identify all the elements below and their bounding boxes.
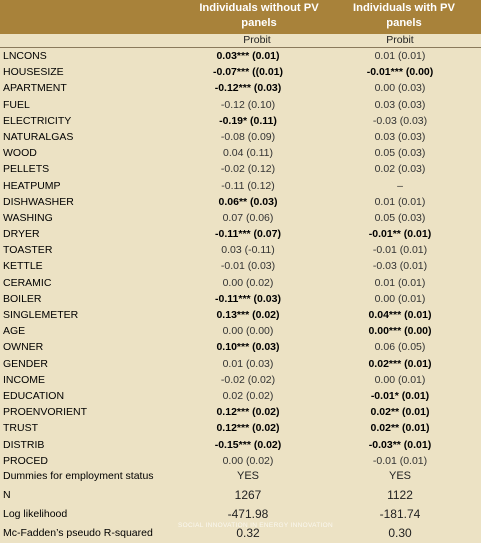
summary-value-without-pv: -471.98 <box>227 507 269 521</box>
coefficient-with-pv: -0.01** (0.01) <box>368 228 432 241</box>
coefficient-with-pv: 0.01 (0.01) <box>374 50 426 62</box>
variable-label: PELLETS <box>3 163 50 176</box>
coefficient-with-pv: -0.01 (0.01) <box>372 244 428 257</box>
summary-label: Log likelihood <box>3 508 68 520</box>
coefficient-with-pv: 0.02** (0.01) <box>370 422 430 435</box>
coefficient-without-pv: 0.03*** (0.01) <box>216 50 280 62</box>
coefficient-without-pv: 0.12*** (0.02) <box>216 406 280 419</box>
variable-label: TOASTER <box>3 244 53 257</box>
watermark: SOCIAL INNOVATION IN ENERGY INNOVATION <box>178 522 334 529</box>
coefficient-with-pv: 0.05 (0.03) <box>374 147 426 160</box>
variable-label: FUEL <box>3 98 30 111</box>
coefficient-without-pv: 0.04 (0.11) <box>222 147 273 160</box>
coefficient-with-pv: 0.04*** (0.01) <box>368 309 432 321</box>
summary-value-with-pv: 1122 <box>387 488 413 502</box>
variable-label: WASHING <box>3 211 53 224</box>
coefficient-without-pv: -0.07*** ((0.01) <box>212 66 284 79</box>
coefficient-without-pv: 0.13*** (0.02) <box>216 309 280 321</box>
table-row <box>0 437 481 453</box>
coefficient-without-pv: 0.00 (0.02) <box>222 276 274 289</box>
table-row <box>0 275 481 291</box>
coefficient-without-pv: -0.11*** (0.07) <box>215 228 281 241</box>
coefficient-with-pv: 0.00 (0.03) <box>374 82 426 95</box>
coefficient-without-pv: -0.12*** (0.03) <box>214 82 282 95</box>
coefficient-without-pv: 0.06** (0.03) <box>218 195 278 208</box>
summary-value-without-pv: 0.32 <box>236 526 260 540</box>
model-type-without-pv: Probit <box>243 34 271 46</box>
coefficient-without-pv: 0.00 (0.02) <box>222 454 274 467</box>
coefficient-without-pv: -0.01 (0.03) <box>220 260 276 273</box>
coefficient-without-pv: -0.19* (0.11) <box>219 114 277 127</box>
table-row <box>0 258 481 274</box>
coefficient-without-pv: -0.15*** (0.02) <box>214 438 282 451</box>
coefficient-with-pv: 0.05 (0.03) <box>374 211 426 224</box>
coefficient-with-pv: -0.01* (0.01) <box>370 389 430 402</box>
variable-label: AGE <box>3 325 26 338</box>
table-row <box>0 145 481 161</box>
summary-row <box>0 486 481 505</box>
coefficient-with-pv: – <box>397 179 403 192</box>
coefficient-without-pv: 0.12*** (0.02) <box>216 422 280 435</box>
variable-label: PROCED <box>3 454 48 467</box>
variable-label: HOUSESIZE <box>3 66 64 79</box>
table-row <box>0 64 481 80</box>
summary-value-with-pv: 0.30 <box>388 526 412 540</box>
summary-label: Dummies for employment status <box>3 470 154 482</box>
variable-label: INCOME <box>3 373 45 386</box>
coefficient-without-pv: -0.02 (0.02) <box>220 373 276 386</box>
variable-label: CERAMIC <box>3 276 52 289</box>
table-row <box>0 178 481 194</box>
variable-label: PROENVORIENT <box>3 406 88 419</box>
table-row <box>0 307 481 323</box>
coefficient-without-pv: 0.07 (0.06) <box>222 211 274 224</box>
summary-row <box>0 467 481 486</box>
variable-label: KETTLE <box>3 260 43 273</box>
coefficient-with-pv: 0.01 (0.01) <box>374 276 426 289</box>
variable-label: TRUST <box>3 422 38 435</box>
coefficient-with-pv: 0.06 (0.05) <box>374 341 426 354</box>
table-row <box>0 113 481 129</box>
table-row <box>0 291 481 307</box>
table-row <box>0 404 481 420</box>
variable-label: BOILER <box>3 292 42 305</box>
coefficient-with-pv: 0.00 (0.01) <box>374 292 426 305</box>
variable-label: OWNER <box>3 341 44 354</box>
coefficient-without-pv: 0.00 (0.00) <box>222 325 274 338</box>
summary-label: N <box>3 489 11 501</box>
table-row <box>0 372 481 388</box>
variable-label: HEATPUMP <box>3 179 61 192</box>
variable-label: APARTMENT <box>3 82 67 95</box>
coefficient-with-pv: 0.01 (0.01) <box>374 195 426 208</box>
summary-value-without-pv: YES <box>236 470 259 482</box>
coefficient-with-pv: -0.03 (0.03) <box>372 114 428 127</box>
column-header-with-pv: Individuals with PV panels <box>353 2 455 29</box>
coefficient-without-pv: 0.02 (0.02) <box>222 389 274 402</box>
coefficient-without-pv: -0.11*** (0.03) <box>215 292 281 305</box>
summary-value-without-pv: 1267 <box>234 488 262 502</box>
coefficient-without-pv: -0.08 (0.09) <box>220 130 276 143</box>
coefficient-with-pv: 0.02** (0.01) <box>370 406 430 419</box>
variable-label: DISHWASHER <box>3 195 74 208</box>
coefficient-without-pv: -0.02 (0.12) <box>220 163 276 176</box>
coefficient-without-pv: 0.10*** (0.03) <box>216 341 280 354</box>
table-row <box>0 339 481 355</box>
coefficient-with-pv: 0.02*** (0.01) <box>368 357 432 370</box>
table-row <box>0 194 481 210</box>
table-row <box>0 242 481 258</box>
coefficient-with-pv: -0.03** (0.01) <box>368 438 432 451</box>
variable-label: SINGLEMETER <box>3 309 79 321</box>
summary-label: Mc-Fadden’s pseudo R-squared <box>3 527 153 539</box>
table-row <box>0 48 481 64</box>
table-row <box>0 97 481 113</box>
coefficient-with-pv: 0.03 (0.03) <box>374 130 426 143</box>
coefficient-with-pv: 0.03 (0.03) <box>374 98 426 111</box>
variable-label: DISTRIB <box>3 438 45 451</box>
coefficient-without-pv: -0.11 (0.12) <box>221 179 275 192</box>
coefficient-with-pv: 0.02 (0.03) <box>374 163 426 176</box>
table-row <box>0 323 481 339</box>
variable-label: GENDER <box>3 357 48 370</box>
model-type-with-pv: Probit <box>386 34 414 46</box>
summary-value-with-pv: YES <box>388 470 411 482</box>
coefficient-with-pv: 0.00 (0.01) <box>374 373 426 386</box>
variable-label: EDUCATION <box>3 389 65 402</box>
coefficient-with-pv: -0.01*** (0.00) <box>366 66 434 79</box>
summary-rows <box>0 467 481 543</box>
table-row <box>0 356 481 372</box>
table-row <box>0 388 481 404</box>
variable-label: WOOD <box>3 147 37 160</box>
variable-label: ELECTRICITY <box>3 114 72 127</box>
model-type-row <box>0 34 481 48</box>
variable-label: LNCONS <box>3 50 47 62</box>
coefficient-without-pv: 0.01 (0.03) <box>222 357 274 370</box>
coefficient-with-pv: -0.03 (0.01) <box>372 260 428 273</box>
table-row <box>0 210 481 226</box>
variable-label: DRYER <box>3 228 40 241</box>
column-header-without-pv: Individuals without PV panels <box>199 2 319 29</box>
coefficient-with-pv: -0.01 (0.01) <box>372 454 428 467</box>
table-row <box>0 226 481 242</box>
coefficient-with-pv: 0.00*** (0.00) <box>368 325 432 338</box>
table-row <box>0 420 481 436</box>
table-row <box>0 129 481 145</box>
table-row <box>0 161 481 177</box>
coefficient-without-pv: -0.12 (0.10) <box>220 98 276 111</box>
coefficient-rows <box>0 48 481 469</box>
table-row <box>0 80 481 96</box>
table-header <box>0 0 481 34</box>
coefficient-without-pv: 0.03 (-0.11) <box>221 244 275 257</box>
variable-label: NATURALGAS <box>3 130 74 143</box>
summary-value-with-pv: -181.74 <box>379 507 421 521</box>
